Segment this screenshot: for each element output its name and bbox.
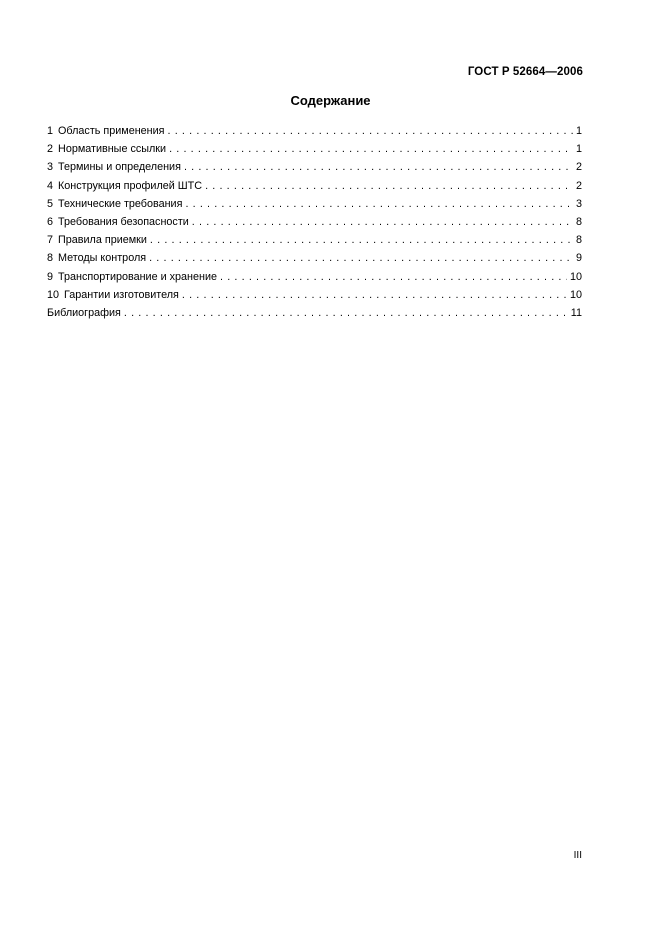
toc-item-number: 3 <box>47 161 54 174</box>
toc-item-label: Библиография <box>47 306 121 319</box>
toc-item-page: 2 <box>575 179 582 192</box>
toc-item[interactable] <box>47 140 582 158</box>
toc-item[interactable] <box>47 158 582 176</box>
toc-item-page: 9 <box>575 252 582 265</box>
toc-item-page: 8 <box>575 234 582 247</box>
toc-item-page: 10 <box>569 270 582 283</box>
toc-dot-leader <box>124 304 568 322</box>
toc-dot-leader <box>169 140 573 158</box>
toc-dot-leader <box>149 249 573 267</box>
toc-item-page: 8 <box>575 215 582 228</box>
toc-item[interactable] <box>47 177 582 195</box>
toc-item-label: Правила приемки <box>58 234 147 247</box>
table-of-contents <box>47 122 582 322</box>
toc-item-page: 2 <box>575 161 582 174</box>
toc-item-number: 10 <box>47 288 60 301</box>
toc-dot-leader <box>192 213 573 231</box>
toc-item-label: Область применения <box>58 125 165 137</box>
toc-item[interactable] <box>47 268 582 286</box>
toc-item-label: Требования безопасности <box>58 215 189 228</box>
toc-dot-leader <box>182 286 567 304</box>
toc-item-label: Гарантии изготовителя <box>64 288 179 301</box>
toc-item-label: Конструкция профилей ШТС <box>58 179 203 192</box>
toc-dot-leader <box>184 158 573 176</box>
toc-item-number: 1 <box>47 125 54 137</box>
toc-item-number: 6 <box>47 215 54 228</box>
toc-item-number: 8 <box>47 252 54 265</box>
toc-item-page: 1 <box>575 143 582 156</box>
toc-dot-leader <box>185 195 573 213</box>
toc-item-number: 4 <box>47 179 54 192</box>
toc-item-number: 2 <box>47 143 54 156</box>
toc-item[interactable] <box>47 195 582 213</box>
toc-dot-leader <box>150 231 573 249</box>
toc-item-page: 3 <box>575 197 582 210</box>
document-code: ГОСТ Р 52664—2006 <box>467 66 583 78</box>
toc-item-label: Технические требования <box>58 197 183 210</box>
toc-dot-leader <box>168 122 573 140</box>
toc-item[interactable] <box>47 231 582 249</box>
toc-item-number: 9 <box>47 270 54 283</box>
toc-dot-leader <box>205 177 573 195</box>
toc-item[interactable] <box>47 213 582 231</box>
toc-item-page: 10 <box>569 288 582 301</box>
toc-item-label: Термины и определения <box>58 161 181 174</box>
toc-item-label: Транспортирование и хранение <box>58 270 218 283</box>
page-number: III <box>573 850 582 861</box>
toc-item[interactable] <box>47 286 582 304</box>
toc-item-number: 7 <box>47 234 54 247</box>
toc-item-page: 1 <box>575 125 582 137</box>
toc-item-number: 5 <box>47 197 54 210</box>
toc-title: Содержание <box>290 93 371 108</box>
toc-item-label: Нормативные ссылки <box>58 143 167 156</box>
toc-item-bibliography[interactable] <box>47 304 582 322</box>
toc-item[interactable] <box>47 249 582 267</box>
toc-item-label: Методы контроля <box>58 252 147 265</box>
toc-item-page: 11 <box>570 306 582 319</box>
toc-item[interactable] <box>47 122 582 140</box>
toc-dot-leader <box>220 268 567 286</box>
